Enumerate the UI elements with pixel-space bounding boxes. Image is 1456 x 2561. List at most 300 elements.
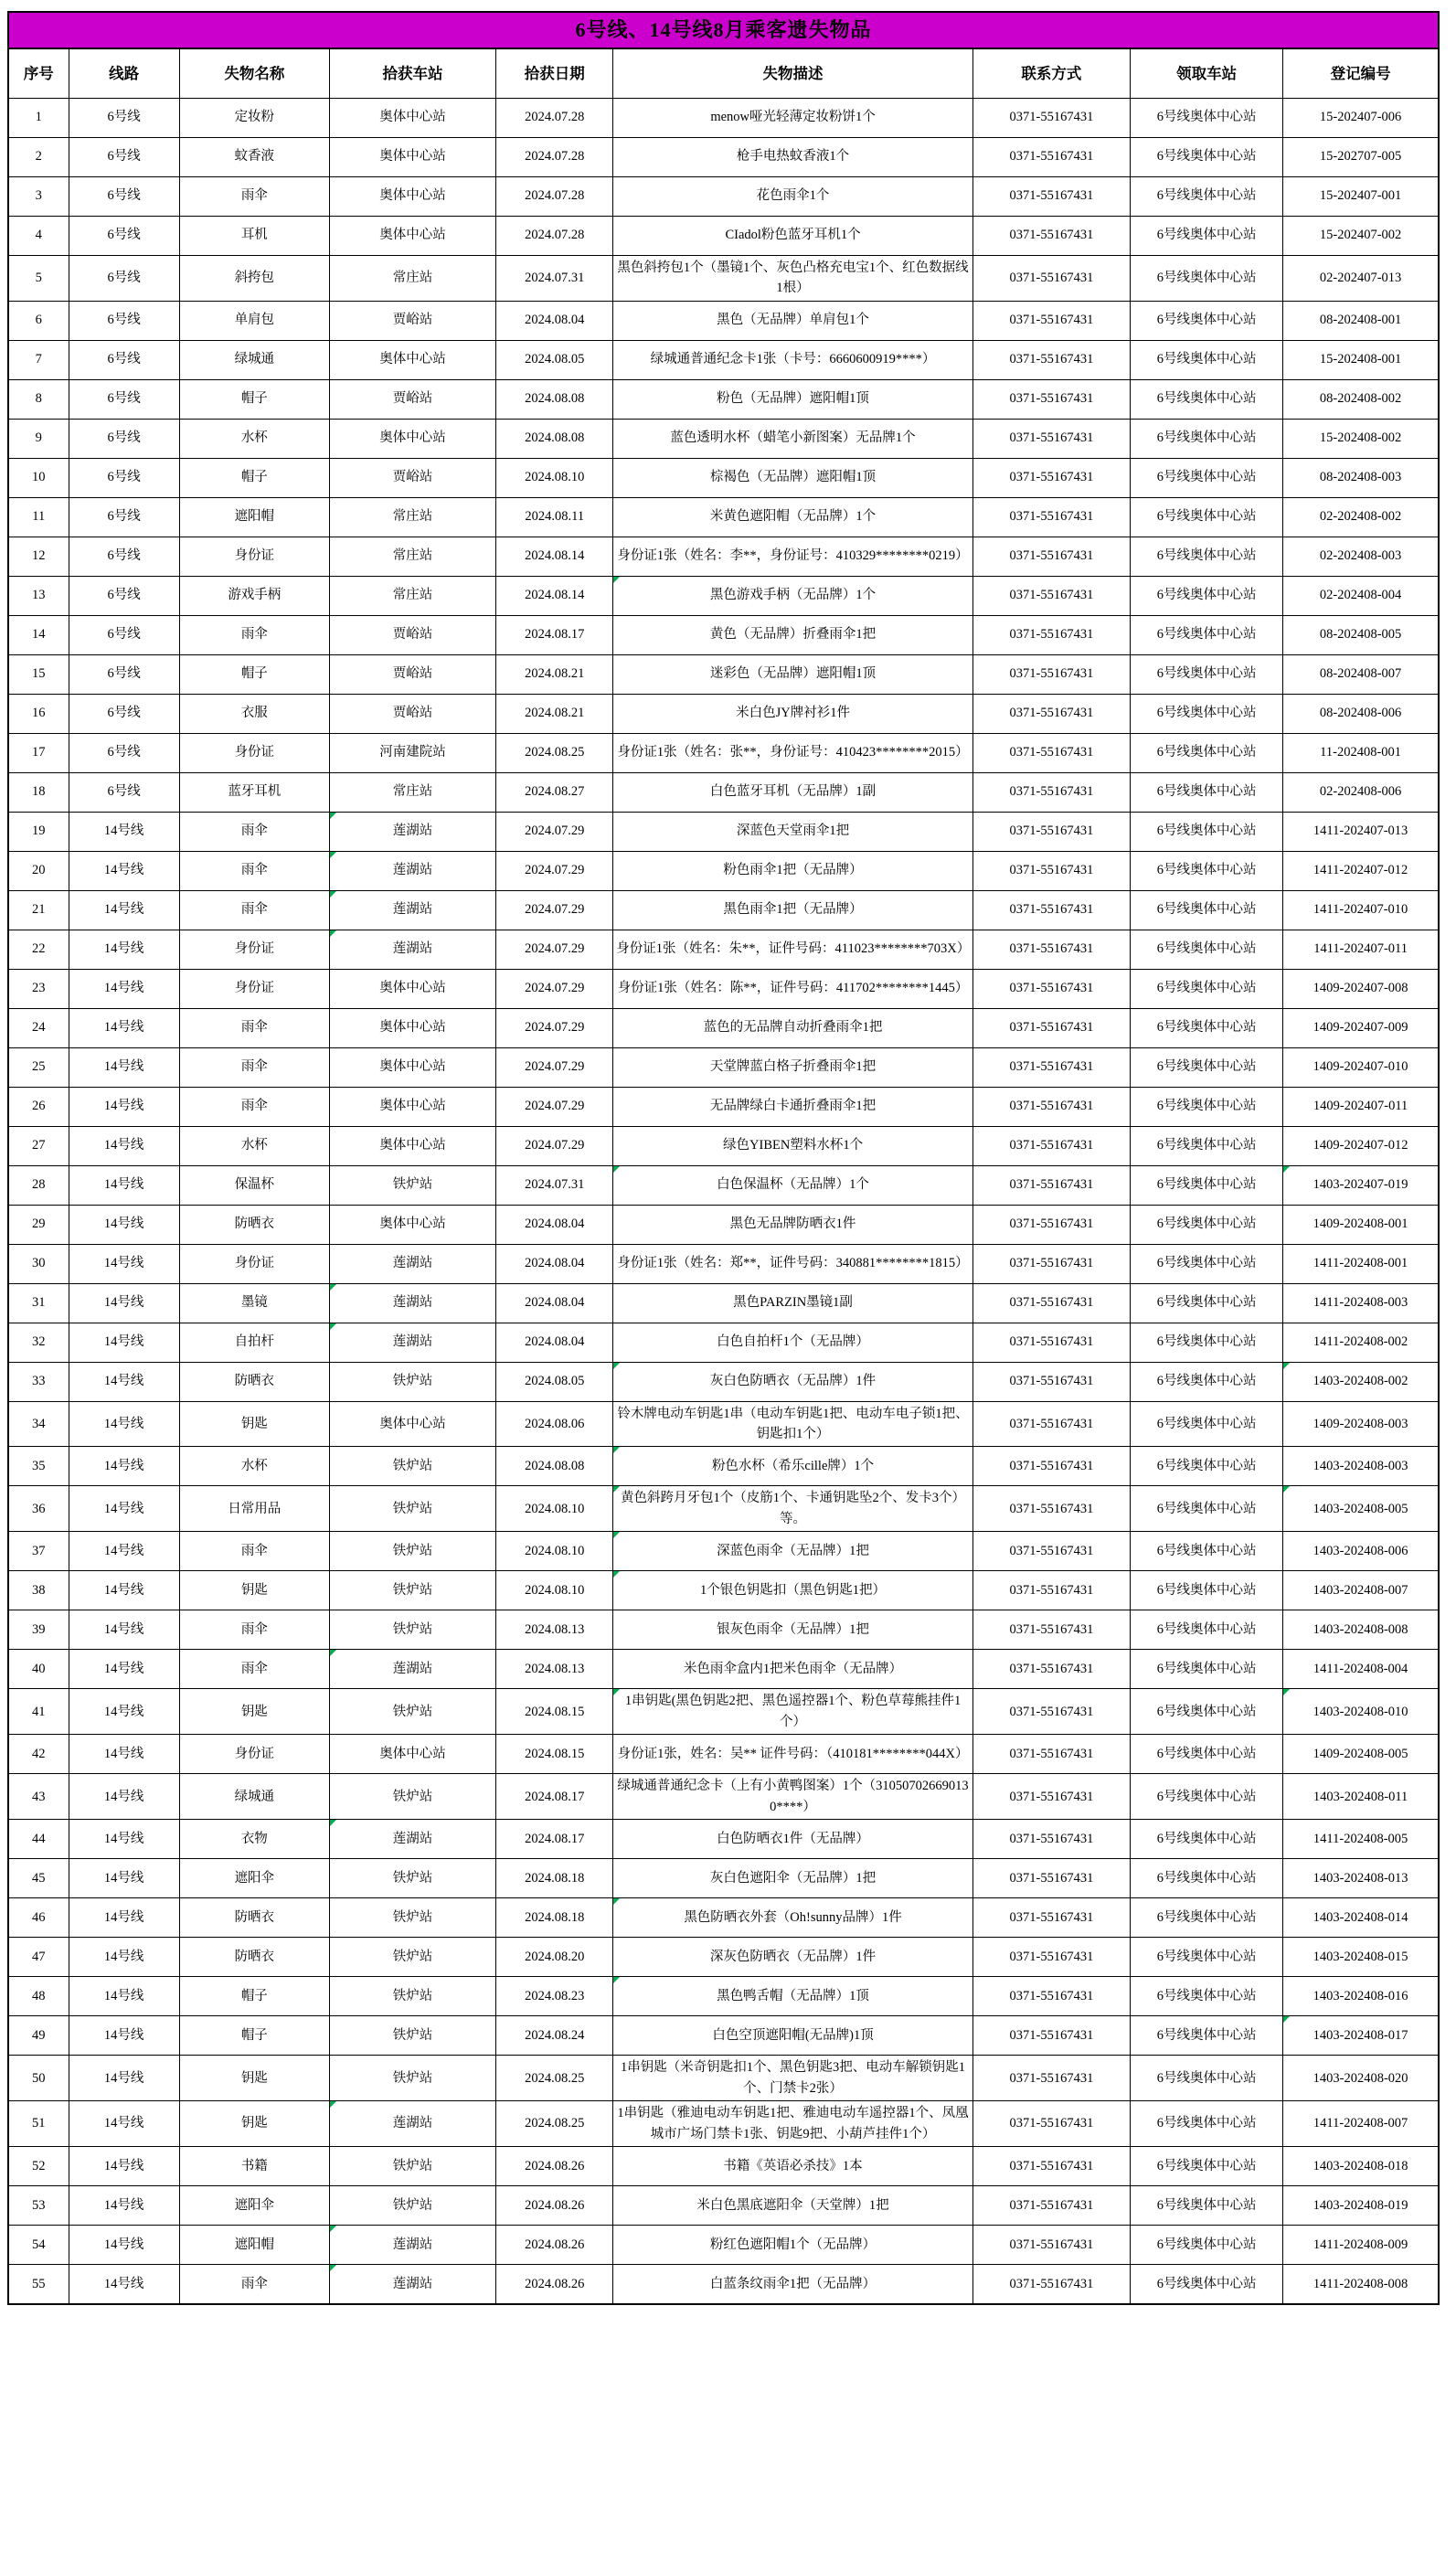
table-row (8, 137, 1439, 176)
cell-line: 6号线 (69, 615, 179, 654)
cell-serial: 18 (8, 772, 69, 812)
cell-serial: 20 (8, 851, 69, 890)
table-row (8, 340, 1439, 379)
cell-contact-phone: 0371-55167431 (972, 1401, 1130, 1447)
cell-contact-phone: 0371-55167431 (972, 1244, 1130, 1283)
cell-pickup-station: 6号线奥体中心站 (1131, 1774, 1283, 1820)
cell-pickup-station: 6号线奥体中心站 (1131, 1689, 1283, 1735)
cell-contact-phone: 0371-55167431 (972, 576, 1130, 615)
table-row (8, 890, 1439, 930)
cell-item-description: 白色空顶遮阳帽(无品牌)1顶 (613, 2016, 973, 2056)
cell-registration-number: 1409-202407-010 (1283, 1047, 1439, 1087)
cell-registration-number: 08-202408-007 (1283, 654, 1439, 694)
cell-pickup-station: 6号线奥体中心站 (1131, 1126, 1283, 1165)
cell-item-name: 防晒衣 (179, 1362, 329, 1401)
cell-line: 14号线 (69, 1938, 179, 1977)
comment-flag-icon (330, 1323, 336, 1330)
cell-pickup-station: 6号线奥体中心站 (1131, 1898, 1283, 1938)
cell-item-name: 钥匙 (179, 1571, 329, 1610)
cell-contact-phone: 0371-55167431 (972, 537, 1130, 576)
table-row (8, 1205, 1439, 1244)
cell-found-date: 2024.08.17 (496, 1820, 613, 1859)
cell-found-station: 莲湖站 (329, 2265, 495, 2304)
cell-registration-number: 15-202407-001 (1283, 176, 1439, 216)
cell-found-station: 莲湖站 (329, 1820, 495, 1859)
cell-line: 6号线 (69, 772, 179, 812)
column-header: 序号 (8, 48, 69, 98)
table-row (8, 537, 1439, 576)
cell-line: 14号线 (69, 1820, 179, 1859)
comment-flag-icon (1283, 1486, 1290, 1493)
table-row (8, 176, 1439, 216)
cell-serial: 39 (8, 1610, 69, 1650)
cell-found-station: 莲湖站 (329, 851, 495, 890)
cell-line: 6号线 (69, 340, 179, 379)
cell-found-station: 常庄站 (329, 255, 495, 301)
cell-item-name: 遮阳帽 (179, 497, 329, 537)
table-row (8, 1323, 1439, 1362)
cell-found-station: 莲湖站 (329, 930, 495, 969)
cell-item-description: 灰白色防晒衣（无品牌）1件 (613, 1362, 973, 1401)
table-row (8, 497, 1439, 537)
cell-pickup-station: 6号线奥体中心站 (1131, 1571, 1283, 1610)
cell-item-description: 黑色（无品牌）单肩包1个 (613, 301, 973, 340)
cell-pickup-station: 6号线奥体中心站 (1131, 1820, 1283, 1859)
cell-line: 6号线 (69, 576, 179, 615)
cell-pickup-station: 6号线奥体中心站 (1131, 1610, 1283, 1650)
cell-item-description: 身份证1张（姓名：张**，身份证号：410423********2015） (613, 733, 973, 772)
cell-item-description: 花色雨伞1个 (613, 176, 973, 216)
cell-line: 14号线 (69, 1244, 179, 1283)
cell-item-name: 自拍杆 (179, 1323, 329, 1362)
cell-item-description: 粉色水杯（希乐cille牌）1个 (613, 1447, 973, 1486)
cell-registration-number: 1403-202408-003 (1283, 1447, 1439, 1486)
cell-registration-number: 1409-202407-011 (1283, 1087, 1439, 1126)
cell-pickup-station: 6号线奥体中心站 (1131, 2147, 1283, 2186)
cell-line: 14号线 (69, 1532, 179, 1571)
cell-registration-number: 1411-202408-004 (1283, 1650, 1439, 1689)
cell-contact-phone: 0371-55167431 (972, 733, 1130, 772)
table-row (8, 1008, 1439, 1047)
cell-pickup-station: 6号线奥体中心站 (1131, 537, 1283, 576)
column-header: 拾获车站 (329, 48, 495, 98)
cell-registration-number: 1411-202408-009 (1283, 2226, 1439, 2265)
cell-found-station: 常庄站 (329, 537, 495, 576)
cell-pickup-station: 6号线奥体中心站 (1131, 615, 1283, 654)
column-header: 失物描述 (613, 48, 973, 98)
cell-pickup-station: 6号线奥体中心站 (1131, 1008, 1283, 1047)
cell-found-date: 2024.08.14 (496, 576, 613, 615)
cell-found-date: 2024.08.21 (496, 654, 613, 694)
cell-found-date: 2024.08.05 (496, 340, 613, 379)
cell-item-name: 防晒衣 (179, 1205, 329, 1244)
cell-found-station: 铁炉站 (329, 1774, 495, 1820)
cell-found-date: 2024.08.24 (496, 2016, 613, 2056)
cell-found-station: 莲湖站 (329, 812, 495, 851)
cell-line: 14号线 (69, 969, 179, 1008)
table-row (8, 654, 1439, 694)
cell-item-name: 帽子 (179, 2016, 329, 2056)
cell-found-station: 莲湖站 (329, 1650, 495, 1689)
cell-contact-phone: 0371-55167431 (972, 2056, 1130, 2101)
cell-item-description: 身份证1张，姓名：吴** 证件号码：（410181********044X） (613, 1735, 973, 1774)
table-row (8, 1362, 1439, 1401)
cell-item-name: 雨伞 (179, 615, 329, 654)
cell-contact-phone: 0371-55167431 (972, 216, 1130, 255)
cell-line: 14号线 (69, 2056, 179, 2101)
table-row (8, 1898, 1439, 1938)
cell-serial: 2 (8, 137, 69, 176)
cell-serial: 15 (8, 654, 69, 694)
cell-line: 6号线 (69, 255, 179, 301)
cell-contact-phone: 0371-55167431 (972, 176, 1130, 216)
cell-serial: 7 (8, 340, 69, 379)
cell-serial: 28 (8, 1165, 69, 1205)
cell-registration-number: 15-202408-002 (1283, 419, 1439, 458)
cell-contact-phone: 0371-55167431 (972, 890, 1130, 930)
table-row (8, 1047, 1439, 1087)
cell-found-date: 2024.07.28 (496, 137, 613, 176)
cell-pickup-station: 6号线奥体中心站 (1131, 1735, 1283, 1774)
cell-serial: 16 (8, 694, 69, 733)
cell-found-station: 铁炉站 (329, 2186, 495, 2226)
cell-found-station: 铁炉站 (329, 2147, 495, 2186)
cell-item-name: 雨伞 (179, 1610, 329, 1650)
cell-pickup-station: 6号线奥体中心站 (1131, 1087, 1283, 1126)
cell-found-station: 铁炉站 (329, 1977, 495, 2016)
cell-item-name: 水杯 (179, 1126, 329, 1165)
cell-item-description: 书籍《英语必杀技》1本 (613, 2147, 973, 2186)
cell-line: 6号线 (69, 301, 179, 340)
table-row (8, 615, 1439, 654)
cell-contact-phone: 0371-55167431 (972, 1650, 1130, 1689)
cell-serial: 53 (8, 2186, 69, 2226)
cell-registration-number: 1403-202408-002 (1283, 1362, 1439, 1401)
cell-item-name: 绿城通 (179, 1774, 329, 1820)
cell-found-date: 2024.08.04 (496, 1244, 613, 1283)
cell-line: 14号线 (69, 1447, 179, 1486)
cell-found-station: 铁炉站 (329, 1532, 495, 1571)
cell-found-station: 奥体中心站 (329, 98, 495, 137)
cell-registration-number: 08-202408-005 (1283, 615, 1439, 654)
table-row (8, 1938, 1439, 1977)
cell-found-station: 常庄站 (329, 772, 495, 812)
cell-found-date: 2024.07.29 (496, 930, 613, 969)
cell-contact-phone: 0371-55167431 (972, 497, 1130, 537)
table-row (8, 1486, 1439, 1532)
cell-item-description: 白色自拍杆1个（无品牌） (613, 1323, 973, 1362)
cell-contact-phone: 0371-55167431 (972, 615, 1130, 654)
cell-contact-phone: 0371-55167431 (972, 1362, 1130, 1401)
cell-registration-number: 15-202707-005 (1283, 137, 1439, 176)
cell-pickup-station: 6号线奥体中心站 (1131, 2101, 1283, 2147)
cell-found-station: 奥体中心站 (329, 419, 495, 458)
cell-contact-phone: 0371-55167431 (972, 851, 1130, 890)
cell-pickup-station: 6号线奥体中心站 (1131, 1323, 1283, 1362)
cell-item-description: 黑色游戏手柄（无品牌）1个 (613, 576, 973, 615)
cell-pickup-station: 6号线奥体中心站 (1131, 1486, 1283, 1532)
table-row (8, 2016, 1439, 2056)
cell-serial: 46 (8, 1898, 69, 1938)
cell-pickup-station: 6号线奥体中心站 (1131, 2186, 1283, 2226)
cell-line: 6号线 (69, 419, 179, 458)
cell-found-date: 2024.08.08 (496, 379, 613, 419)
cell-found-date: 2024.08.25 (496, 2101, 613, 2147)
cell-item-name: 衣服 (179, 694, 329, 733)
cell-contact-phone: 0371-55167431 (972, 2186, 1130, 2226)
cell-found-date: 2024.07.31 (496, 1165, 613, 1205)
table-row (8, 1571, 1439, 1610)
cell-contact-phone: 0371-55167431 (972, 1610, 1130, 1650)
table-row (8, 1977, 1439, 2016)
cell-pickup-station: 6号线奥体中心站 (1131, 497, 1283, 537)
cell-found-station: 莲湖站 (329, 2226, 495, 2265)
comment-flag-icon (613, 1363, 620, 1369)
cell-pickup-station: 6号线奥体中心站 (1131, 733, 1283, 772)
cell-found-date: 2024.07.29 (496, 1008, 613, 1047)
cell-found-station: 铁炉站 (329, 2016, 495, 2056)
cell-pickup-station: 6号线奥体中心站 (1131, 340, 1283, 379)
cell-registration-number: 1403-202408-010 (1283, 1689, 1439, 1735)
cell-pickup-station: 6号线奥体中心站 (1131, 1165, 1283, 1205)
cell-found-station: 铁炉站 (329, 1165, 495, 1205)
cell-found-date: 2024.08.15 (496, 1689, 613, 1735)
table-row (8, 1165, 1439, 1205)
cell-item-name: 防晒衣 (179, 1898, 329, 1938)
cell-item-name: 帽子 (179, 654, 329, 694)
comment-flag-icon (330, 2226, 336, 2232)
cell-found-date: 2024.07.29 (496, 851, 613, 890)
cell-item-description: 黑色鸭舌帽（无品牌）1顶 (613, 1977, 973, 2016)
cell-registration-number: 1411-202408-002 (1283, 1323, 1439, 1362)
cell-item-name: 绿城通 (179, 340, 329, 379)
cell-registration-number: 1409-202407-009 (1283, 1008, 1439, 1047)
cell-registration-number: 1403-202408-011 (1283, 1774, 1439, 1820)
cell-line: 14号线 (69, 812, 179, 851)
cell-item-description: 粉色雨伞1把（无品牌） (613, 851, 973, 890)
cell-serial: 10 (8, 458, 69, 497)
table-row (8, 1610, 1439, 1650)
cell-contact-phone: 0371-55167431 (972, 969, 1130, 1008)
table-row (8, 1126, 1439, 1165)
cell-serial: 9 (8, 419, 69, 458)
cell-found-date: 2024.08.26 (496, 2147, 613, 2186)
table-row (8, 1689, 1439, 1735)
table-row (8, 458, 1439, 497)
table-row (8, 1447, 1439, 1486)
cell-item-name: 雨伞 (179, 1008, 329, 1047)
cell-item-description: 1串钥匙(黑色钥匙2把、黑色遥控器1个、粉色草莓熊挂件1个） (613, 1689, 973, 1735)
table-row (8, 930, 1439, 969)
cell-pickup-station: 6号线奥体中心站 (1131, 216, 1283, 255)
cell-line: 14号线 (69, 1047, 179, 1087)
table-row (8, 1244, 1439, 1283)
cell-item-name: 墨镜 (179, 1283, 329, 1323)
cell-item-name: 钥匙 (179, 2056, 329, 2101)
cell-serial: 17 (8, 733, 69, 772)
cell-line: 6号线 (69, 458, 179, 497)
cell-item-name: 蚊香液 (179, 137, 329, 176)
cell-found-date: 2024.08.17 (496, 1774, 613, 1820)
cell-item-description: 白色保温杯（无品牌）1个 (613, 1165, 973, 1205)
cell-pickup-station: 6号线奥体中心站 (1131, 379, 1283, 419)
cell-serial: 47 (8, 1938, 69, 1977)
cell-found-date: 2024.08.13 (496, 1610, 613, 1650)
cell-found-station: 奥体中心站 (329, 1735, 495, 1774)
cell-found-date: 2024.07.29 (496, 812, 613, 851)
cell-serial: 45 (8, 1859, 69, 1898)
cell-registration-number: 1411-202407-012 (1283, 851, 1439, 890)
cell-contact-phone: 0371-55167431 (972, 694, 1130, 733)
cell-item-description: 1串钥匙（米奇钥匙扣1个、黑色钥匙3把、电动车解锁钥匙1个、门禁卡2张） (613, 2056, 973, 2101)
comment-flag-icon (330, 930, 336, 937)
cell-found-date: 2024.08.13 (496, 1650, 613, 1689)
cell-item-name: 蓝牙耳机 (179, 772, 329, 812)
cell-registration-number: 1409-202408-005 (1283, 1735, 1439, 1774)
cell-serial: 49 (8, 2016, 69, 2056)
cell-item-description: 身份证1张（姓名：陈**，证件号码：411702********1445） (613, 969, 973, 1008)
cell-registration-number: 1403-202408-017 (1283, 2016, 1439, 2056)
cell-registration-number: 1403-202408-014 (1283, 1898, 1439, 1938)
cell-contact-phone: 0371-55167431 (972, 1735, 1130, 1774)
cell-registration-number: 1411-202408-008 (1283, 2265, 1439, 2304)
cell-item-description: 米白色黑底遮阳伞（天堂牌）1把 (613, 2186, 973, 2226)
cell-found-date: 2024.08.23 (496, 1977, 613, 2016)
cell-contact-phone: 0371-55167431 (972, 1689, 1130, 1735)
cell-pickup-station: 6号线奥体中心站 (1131, 1650, 1283, 1689)
cell-item-description: 绿城通普通纪念卡1张（卡号：6660600919****） (613, 340, 973, 379)
comment-flag-icon (330, 813, 336, 819)
cell-found-station: 奥体中心站 (329, 1087, 495, 1126)
cell-pickup-station: 6号线奥体中心站 (1131, 2016, 1283, 2056)
cell-pickup-station: 6号线奥体中心站 (1131, 301, 1283, 340)
cell-found-station: 贾峪站 (329, 654, 495, 694)
cell-serial: 33 (8, 1362, 69, 1401)
cell-contact-phone: 0371-55167431 (972, 1283, 1130, 1323)
cell-item-description: 蓝色的无品牌自动折叠雨伞1把 (613, 1008, 973, 1047)
cell-found-date: 2024.08.25 (496, 733, 613, 772)
cell-found-station: 奥体中心站 (329, 1205, 495, 1244)
cell-line: 14号线 (69, 1977, 179, 2016)
lost-items-table (7, 11, 1440, 2305)
cell-pickup-station: 6号线奥体中心站 (1131, 576, 1283, 615)
table-row (8, 1401, 1439, 1447)
cell-item-name: 身份证 (179, 733, 329, 772)
cell-serial: 30 (8, 1244, 69, 1283)
cell-contact-phone: 0371-55167431 (972, 1165, 1130, 1205)
comment-flag-icon (330, 1284, 336, 1291)
cell-contact-phone: 0371-55167431 (972, 137, 1130, 176)
cell-item-description: 深灰色防晒衣（无品牌）1件 (613, 1938, 973, 1977)
header-row (8, 48, 1439, 98)
cell-item-name: 帽子 (179, 458, 329, 497)
cell-item-name: 帽子 (179, 1977, 329, 2016)
cell-registration-number: 1403-202408-015 (1283, 1938, 1439, 1977)
cell-serial: 3 (8, 176, 69, 216)
cell-serial: 41 (8, 1689, 69, 1735)
cell-line: 14号线 (69, 1323, 179, 1362)
cell-item-description: 深蓝色雨伞（无品牌）1把 (613, 1532, 973, 1571)
cell-line: 6号线 (69, 497, 179, 537)
column-header: 失物名称 (179, 48, 329, 98)
cell-pickup-station: 6号线奥体中心站 (1131, 419, 1283, 458)
cell-found-station: 奥体中心站 (329, 340, 495, 379)
cell-serial: 40 (8, 1650, 69, 1689)
comment-flag-icon (613, 1486, 620, 1493)
cell-registration-number: 15-202408-001 (1283, 340, 1439, 379)
cell-pickup-station: 6号线奥体中心站 (1131, 2265, 1283, 2304)
cell-registration-number: 1411-202408-001 (1283, 1244, 1439, 1283)
cell-line: 6号线 (69, 733, 179, 772)
cell-found-station: 莲湖站 (329, 2101, 495, 2147)
table-row (8, 1532, 1439, 1571)
cell-item-description: menow哑光轻薄定妆粉饼1个 (613, 98, 973, 137)
cell-contact-phone: 0371-55167431 (972, 1571, 1130, 1610)
cell-found-station: 奥体中心站 (329, 969, 495, 1008)
cell-found-date: 2024.08.14 (496, 537, 613, 576)
cell-item-name: 斜挎包 (179, 255, 329, 301)
table-row (8, 1283, 1439, 1323)
cell-found-date: 2024.08.06 (496, 1401, 613, 1447)
cell-registration-number: 1409-202408-003 (1283, 1401, 1439, 1447)
cell-item-description: 枪手电热蚊香液1个 (613, 137, 973, 176)
cell-found-station: 贾峪站 (329, 694, 495, 733)
page-title: 6号线、14号线8月乘客遗失物品 (8, 12, 1439, 48)
cell-line: 14号线 (69, 1205, 179, 1244)
cell-contact-phone: 0371-55167431 (972, 1486, 1130, 1532)
cell-item-name: 遮阳伞 (179, 1859, 329, 1898)
cell-found-station: 莲湖站 (329, 1323, 495, 1362)
cell-registration-number: 1409-202408-001 (1283, 1205, 1439, 1244)
cell-found-station: 铁炉站 (329, 1898, 495, 1938)
comment-flag-icon (613, 1977, 620, 1983)
cell-found-date: 2024.08.26 (496, 2226, 613, 2265)
cell-item-name: 耳机 (179, 216, 329, 255)
cell-item-description: 黑色斜挎包1个（墨镜1个、灰色凸格充电宝1个、红色数据线1根） (613, 255, 973, 301)
cell-serial: 13 (8, 576, 69, 615)
cell-registration-number: 1411-202407-013 (1283, 812, 1439, 851)
cell-item-name: 防晒衣 (179, 1938, 329, 1977)
table-row (8, 1859, 1439, 1898)
cell-registration-number: 02-202408-006 (1283, 772, 1439, 812)
cell-found-date: 2024.08.20 (496, 1938, 613, 1977)
comment-flag-icon (1283, 2016, 1290, 2023)
cell-item-name: 雨伞 (179, 2265, 329, 2304)
cell-found-date: 2024.07.29 (496, 969, 613, 1008)
cell-found-date: 2024.08.27 (496, 772, 613, 812)
cell-contact-phone: 0371-55167431 (972, 2016, 1130, 2056)
cell-registration-number: 08-202408-002 (1283, 379, 1439, 419)
comment-flag-icon (330, 1650, 336, 1656)
cell-serial: 26 (8, 1087, 69, 1126)
cell-item-description: 棕褐色（无品牌）遮阳帽1顶 (613, 458, 973, 497)
cell-item-description: 绿色YIBEN塑料水杯1个 (613, 1126, 973, 1165)
cell-item-name: 水杯 (179, 1447, 329, 1486)
cell-line: 14号线 (69, 1898, 179, 1938)
cell-registration-number: 1409-202407-012 (1283, 1126, 1439, 1165)
cell-serial: 35 (8, 1447, 69, 1486)
cell-registration-number: 11-202408-001 (1283, 733, 1439, 772)
cell-serial: 42 (8, 1735, 69, 1774)
cell-found-date: 2024.07.28 (496, 98, 613, 137)
cell-item-description: 蓝色透明水杯（蜡笔小新图案）无品牌1个 (613, 419, 973, 458)
cell-pickup-station: 6号线奥体中心站 (1131, 1283, 1283, 1323)
cell-registration-number: 02-202408-004 (1283, 576, 1439, 615)
cell-found-station: 铁炉站 (329, 1689, 495, 1735)
comment-flag-icon (613, 1447, 620, 1453)
cell-serial: 11 (8, 497, 69, 537)
cell-found-date: 2024.07.29 (496, 890, 613, 930)
